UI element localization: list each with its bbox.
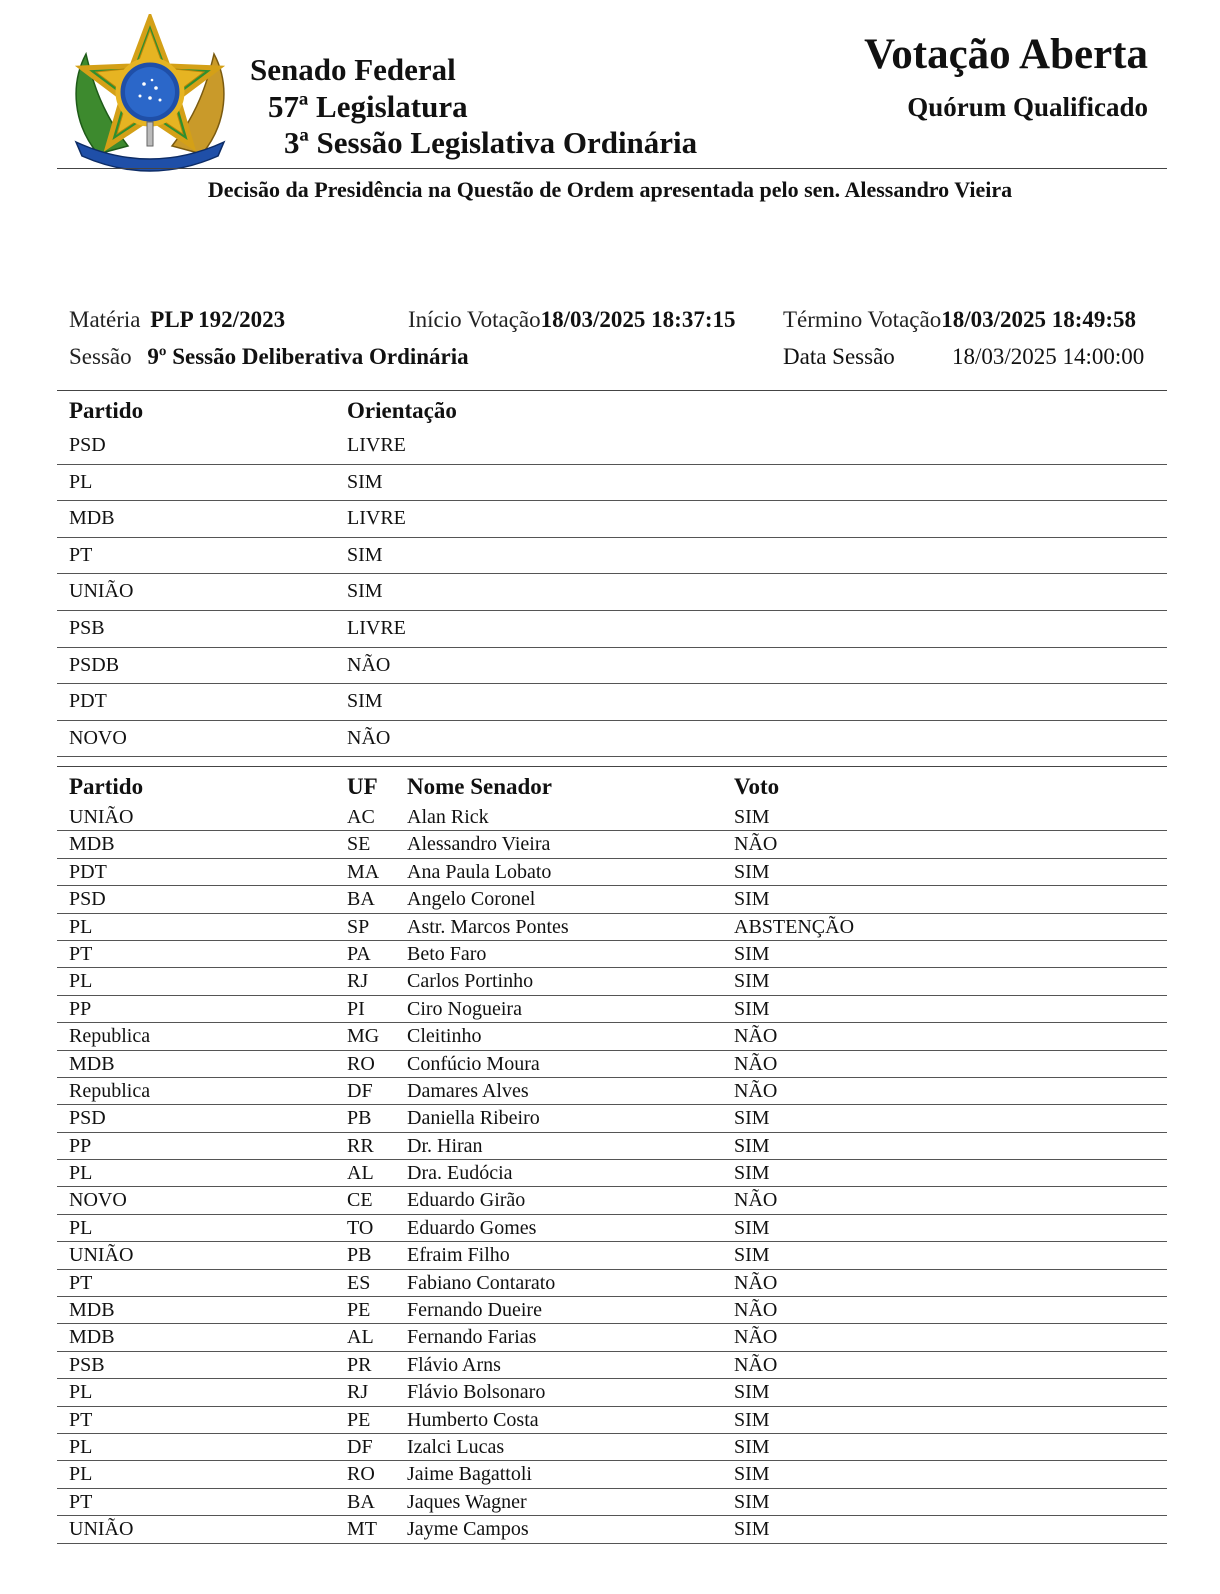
termino-field — [783, 307, 1136, 333]
vote-value: NÃO — [734, 1353, 778, 1376]
coat-of-arms-icon — [68, 14, 232, 174]
vote-party: PL — [69, 1216, 93, 1239]
vote-uf: AL — [347, 1326, 374, 1349]
vote-senator-name: Fernando Farias — [407, 1326, 537, 1349]
vote-party: PT — [69, 1408, 93, 1431]
header-divider — [57, 168, 1167, 169]
vote-senator-name: Ana Paula Lobato — [407, 860, 552, 883]
vote-value: NÃO — [734, 1189, 778, 1212]
vote-value: NÃO — [734, 833, 778, 856]
vote-value: SIM — [734, 1518, 770, 1541]
vote-senator-name: Efraim Filho — [407, 1244, 510, 1267]
orientation-row — [57, 574, 1167, 611]
header-session: 3ª Sessão Legislativa Ordinária — [284, 125, 698, 160]
orientation-value: SIM — [347, 690, 383, 713]
vote-uf: AL — [347, 1162, 374, 1185]
sessao-value: 9º Sessão Deliberativa Ordinária — [147, 344, 469, 369]
vote-party: PL — [69, 915, 93, 938]
orientation-value: LIVRE — [347, 507, 406, 530]
vote-party: Republica — [69, 1025, 151, 1048]
table-row — [57, 1489, 1167, 1516]
vote-value: SIM — [734, 806, 770, 828]
orientation-header-partido: Partido — [69, 398, 144, 423]
orientation-value: SIM — [347, 470, 383, 493]
vote-party: PT — [69, 1271, 93, 1294]
vote-value: SIM — [734, 1244, 770, 1267]
orientation-value: SIM — [347, 580, 383, 603]
table-row — [57, 1270, 1167, 1297]
vote-uf: DF — [347, 1435, 373, 1458]
vote-party: MDB — [69, 1052, 115, 1075]
vote-uf: PB — [347, 1244, 372, 1267]
vote-party: PDT — [69, 860, 107, 883]
vote-senator-name: Astr. Marcos Pontes — [407, 915, 569, 938]
vote-uf: MG — [347, 1025, 380, 1048]
votes-table — [57, 770, 1167, 1544]
sessao-label: Sessão — [69, 344, 132, 369]
vote-party: MDB — [69, 833, 115, 856]
vote-senator-name: Eduardo Gomes — [407, 1216, 537, 1239]
table-row — [57, 859, 1167, 886]
vote-value: SIM — [734, 1463, 770, 1486]
vote-senator-name: Ciro Nogueira — [407, 997, 522, 1020]
vote-value: NÃO — [734, 1052, 778, 1075]
votes-header-nome: Nome Senador — [407, 774, 553, 799]
vote-senator-name: Dr. Hiran — [407, 1134, 483, 1157]
orientation-value: LIVRE — [347, 616, 406, 639]
orientation-party: PSD — [69, 434, 106, 456]
orientation-party: PSB — [69, 616, 105, 639]
orientation-row — [57, 684, 1167, 721]
vote-senator-name: Fernando Dueire — [407, 1299, 542, 1322]
table-row — [57, 1023, 1167, 1050]
vote-uf: PI — [347, 997, 365, 1020]
orientation-row — [57, 501, 1167, 538]
vote-uf: PE — [347, 1299, 371, 1322]
vote-value: SIM — [734, 1408, 770, 1431]
vote-senator-name: Jaime Bagattoli — [407, 1463, 532, 1486]
vote-senator-name: Flávio Bolsonaro — [407, 1381, 546, 1404]
decision-text: Decisão da Presidência na Questão de Ordem apresentada pelo sen. Alessandro Vieira — [207, 177, 1013, 202]
materia-label: Matéria — [69, 307, 141, 332]
vote-value: SIM — [734, 888, 770, 911]
orientation-value: NÃO — [347, 726, 391, 749]
orientation-row — [57, 465, 1167, 502]
vote-uf: PE — [347, 1408, 371, 1431]
orientation-value: NÃO — [347, 653, 391, 676]
table-row — [57, 1297, 1167, 1324]
vote-value: SIM — [734, 1162, 770, 1185]
table-row — [57, 941, 1167, 968]
table-row — [57, 1434, 1167, 1461]
vote-value: NÃO — [734, 1025, 778, 1048]
vote-uf: CE — [347, 1189, 373, 1212]
orientation-party: MDB — [69, 507, 115, 530]
vote-party: PL — [69, 1463, 93, 1486]
vote-uf: SP — [347, 915, 370, 938]
termino-value: 18/03/2025 18:49:58 — [941, 307, 1137, 332]
orientation-party: PDT — [69, 690, 107, 713]
vote-uf: PB — [347, 1107, 372, 1130]
vote-party: Republica — [69, 1079, 151, 1102]
table-row — [57, 1215, 1167, 1242]
meta-divider — [57, 390, 1167, 391]
vote-party: PP — [69, 997, 92, 1020]
orientation-value: SIM — [347, 543, 383, 566]
vote-uf: RO — [347, 1463, 375, 1486]
table-row — [57, 914, 1167, 941]
table-row — [57, 996, 1167, 1023]
table-row — [57, 1078, 1167, 1105]
inicio-field — [408, 307, 736, 333]
orientation-party: PT — [69, 543, 93, 566]
table-row — [57, 1516, 1167, 1543]
vote-senator-name: Jaques Wagner — [407, 1490, 527, 1513]
header-legislature: 57ª Legislatura — [268, 89, 468, 124]
table-row — [57, 1324, 1167, 1351]
vote-value: SIM — [734, 1490, 770, 1513]
vote-party: UNIÃO — [69, 1244, 134, 1267]
vote-senator-name: Angelo Coronel — [407, 888, 536, 911]
vote-uf: DF — [347, 1079, 373, 1102]
vote-senator-name: Cleitinho — [407, 1025, 482, 1048]
orientation-header-orientacao: Orientação — [347, 398, 457, 423]
orientation-header — [57, 392, 1167, 428]
vote-uf: PR — [347, 1353, 372, 1376]
vote-party: NOVO — [69, 1189, 127, 1212]
vote-uf: TO — [347, 1216, 374, 1239]
table-row — [57, 1187, 1167, 1214]
vote-uf: RJ — [347, 970, 369, 993]
vote-value: NÃO — [734, 1079, 778, 1102]
table-row — [57, 968, 1167, 995]
table-row — [57, 831, 1167, 858]
vote-senator-name: Dra. Eudócia — [407, 1162, 513, 1185]
vote-uf: RO — [347, 1052, 375, 1075]
orientation-value: LIVRE — [347, 434, 406, 456]
vote-senator-name: Flávio Arns — [407, 1353, 501, 1376]
vote-senator-name: Izalci Lucas — [407, 1435, 505, 1458]
orientation-row — [57, 648, 1167, 685]
table-row — [57, 1379, 1167, 1406]
vote-party: PSB — [69, 1353, 105, 1376]
vote-party: PT — [69, 942, 93, 965]
orientation-row — [57, 538, 1167, 575]
vote-senator-name: Daniella Ribeiro — [407, 1107, 540, 1130]
table-row — [57, 1407, 1167, 1434]
termino-label: Término Votação — [783, 307, 942, 332]
materia-field — [69, 307, 285, 333]
vote-senator-name: Damares Alves — [407, 1079, 529, 1102]
vote-party: PP — [69, 1134, 92, 1157]
vote-senator-name: Alessandro Vieira — [407, 833, 551, 856]
vote-party: PL — [69, 1435, 93, 1458]
vote-uf: BA — [347, 888, 375, 911]
votes-header-uf: UF — [347, 774, 378, 799]
table-row — [57, 1352, 1167, 1379]
orientation-party: NOVO — [69, 726, 127, 749]
vote-value: SIM — [734, 997, 770, 1020]
vote-senator-name: Confúcio Moura — [407, 1052, 540, 1075]
vote-senator-name: Jayme Campos — [407, 1518, 529, 1541]
vote-uf: AC — [347, 806, 375, 828]
vote-party: MDB — [69, 1299, 115, 1322]
table-row — [57, 1133, 1167, 1160]
table-row — [57, 1160, 1167, 1187]
materia-value: PLP 192/2023 — [150, 307, 286, 332]
vote-uf: ES — [347, 1271, 371, 1294]
vote-value: ABSTENÇÃO — [734, 915, 855, 938]
orientation-row — [57, 611, 1167, 648]
vote-party: PL — [69, 1381, 93, 1404]
vote-party: PSD — [69, 1107, 106, 1130]
vote-party: PSD — [69, 888, 106, 911]
table-row — [57, 1051, 1167, 1078]
vote-uf: RR — [347, 1134, 374, 1157]
votes-header — [57, 770, 1167, 804]
votes-header-partido: Partido — [69, 774, 144, 799]
vote-party: UNIÃO — [69, 1518, 134, 1541]
vote-senator-name: Eduardo Girão — [407, 1189, 526, 1212]
header-institution: Senado Federal — [250, 52, 456, 87]
table-row — [57, 1242, 1167, 1269]
vote-value: SIM — [734, 1381, 770, 1404]
table-divider — [57, 766, 1167, 767]
table-row — [57, 804, 1167, 831]
vote-senator-name: Humberto Costa — [407, 1408, 539, 1431]
vote-value: SIM — [734, 1134, 770, 1157]
inicio-label: Início Votação — [408, 307, 541, 332]
vote-senator-name: Carlos Portinho — [407, 970, 534, 993]
table-row — [57, 1105, 1167, 1132]
vote-uf: MT — [347, 1518, 377, 1541]
inicio-value: 18/03/2025 18:37:15 — [540, 307, 736, 332]
vote-uf: MA — [347, 860, 380, 883]
data-sessao-value: 18/03/2025 14:00:00 — [952, 344, 1145, 369]
orientation-party: UNIÃO — [69, 580, 134, 603]
page-title: Votação Aberta — [864, 31, 1148, 78]
orientation-table — [57, 392, 1167, 757]
orientation-party: PL — [69, 470, 93, 493]
orientation-row — [57, 721, 1167, 758]
vote-value: NÃO — [734, 1271, 778, 1294]
vote-party: PL — [69, 1162, 93, 1185]
vote-party: PT — [69, 1490, 93, 1513]
vote-party: PL — [69, 970, 93, 993]
vote-uf: SE — [347, 833, 371, 856]
vote-value: SIM — [734, 942, 770, 965]
vote-value: SIM — [734, 1435, 770, 1458]
vote-senator-name: Alan Rick — [407, 806, 489, 828]
table-row — [57, 886, 1167, 913]
table-row — [57, 1461, 1167, 1488]
vote-party: MDB — [69, 1326, 115, 1349]
vote-uf: PA — [347, 942, 371, 965]
sessao-field — [69, 344, 469, 370]
vote-value: SIM — [734, 860, 770, 883]
vote-party: UNIÃO — [69, 806, 134, 828]
orientation-party: PSDB — [69, 653, 120, 676]
page-subtitle: Quórum Qualificado — [907, 92, 1148, 122]
vote-value: SIM — [734, 1216, 770, 1239]
vote-senator-name: Fabiano Contarato — [407, 1271, 556, 1294]
data-sessao-label: Data Sessão — [783, 344, 895, 369]
vote-uf: RJ — [347, 1381, 369, 1404]
vote-senator-name: Beto Faro — [407, 942, 487, 965]
vote-value: SIM — [734, 970, 770, 993]
vote-value: NÃO — [734, 1299, 778, 1322]
orientation-row — [57, 428, 1167, 465]
vote-value: NÃO — [734, 1326, 778, 1349]
vote-value: SIM — [734, 1107, 770, 1130]
vote-uf: BA — [347, 1490, 375, 1513]
votes-header-voto: Voto — [734, 774, 780, 799]
